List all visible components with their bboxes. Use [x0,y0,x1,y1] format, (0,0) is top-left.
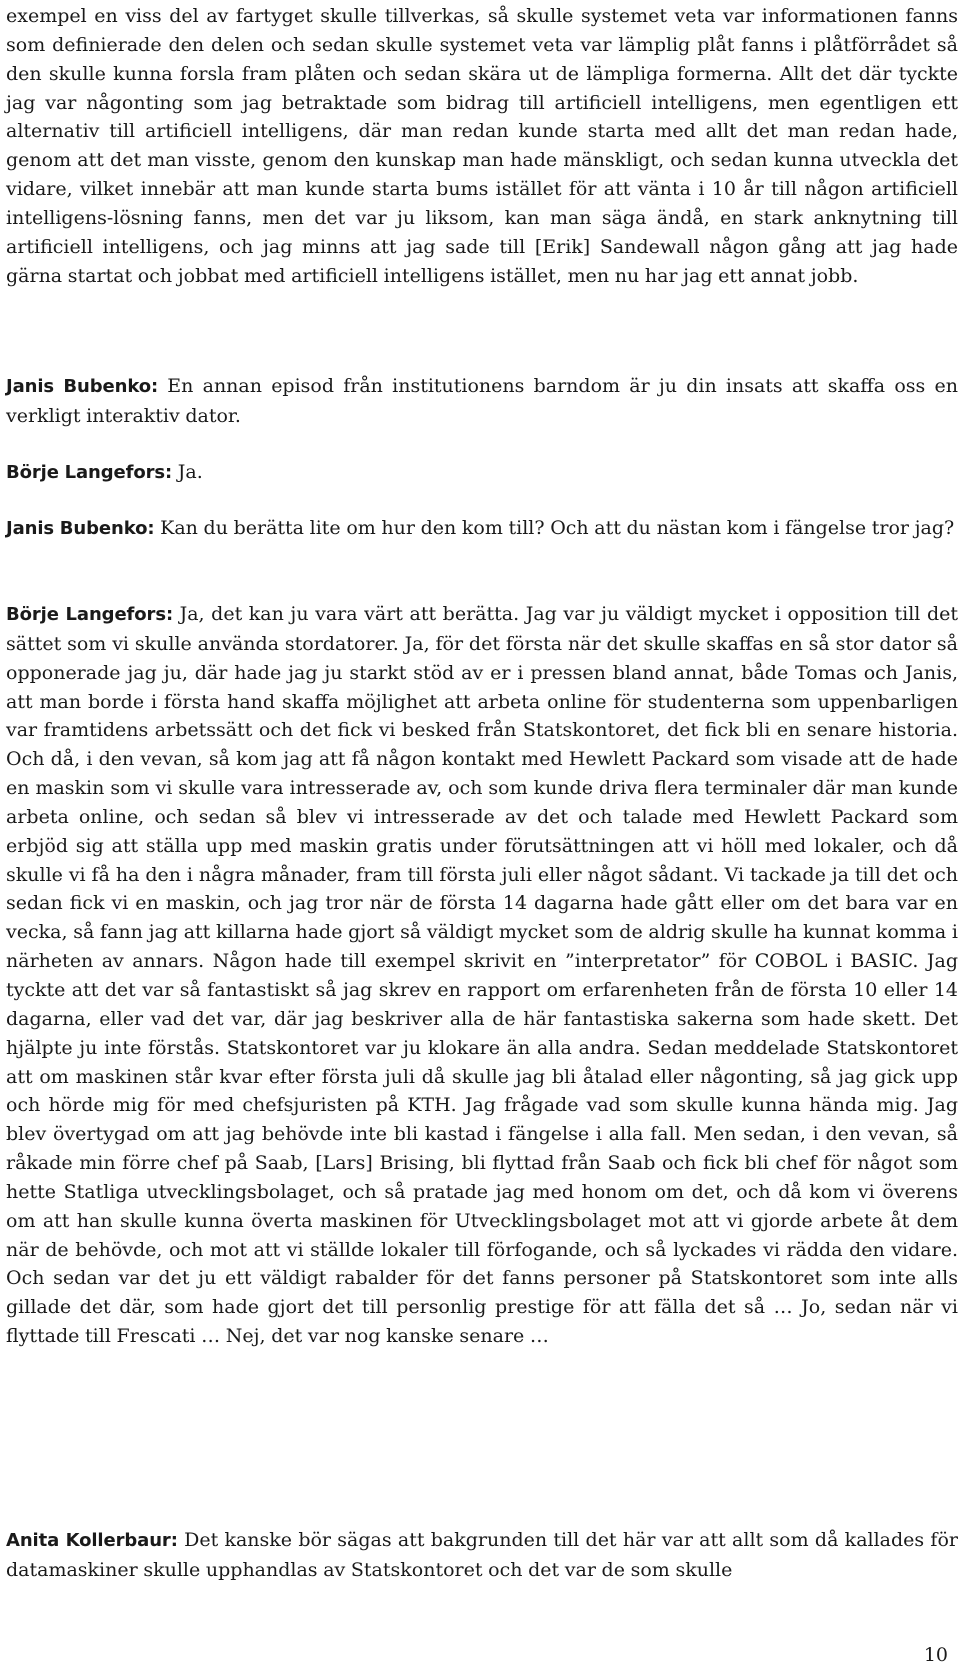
dialogue-paragraph [6,372,958,431]
dialogue-text: Ja, det kan ju vara värt att berätta. Jag var ju väldigt mycket i opposition till det sättet som vi skulle använda stordatorer. Ja, för det första när det skulle skaffas en så stor dator så opponerade jag ju, där hade jag ju starkt stöd av er i pressen bland annat, både Tomas och Janis, att man borde i första hand skaffa möjlighet att arbeta online för studenterna som uppenbarligen var framtidens arbetssätt och det fick vi besked från Statskontoret, det fick bli en senare historia. Och då, i den vevan, så kom jag att få någon kontakt med Hewlett Packard som visade att de hade en maskin som vi skulle vara intresserade av, och som kunde driva flera terminaler där man kunde arbeta online, och sedan så blev vi intresserade av det och talade med Hewlett Packard som erbjöd sig att ställa upp med maskin gratis under förutsättningen att vi höll med lokaler, och då skulle vi få ha den i några månader, fram till första juli eller något sådant. Vi tackade ja till det och sedan fick vi en maskin, och jag tror när de första 14 dagarna hade gått eller om det bara var en vecka, så fann jag att killarna hade gjort så väldigt mycket som de aldrig skulle ha kunnat komma i närheten av annars. Någon hade till exempel skrivit en ”interpretator” för COBOL i BASIC. Jag tyckte att det var så fantastiskt så jag skrev en rapport om erfarenheten från de första 10 eller 14 dagarna, eller vad det var, där jag beskriver alla de här fantastiska sakerna som hade skett. Det hjälpte ju inte förstås. Statskontoret var ju klokare än alla andra. Sedan meddelade Statskontoret att om maskinen står kvar efter första juli då skulle jag bli åtalad eller någonting, så jag gick upp och hörde mig för med chefsjuristen på KTH. Jag frågade vad som skulle kunna hända mig. Jag blev övertygad om att jag behövde inte bli kastad i fängelse i alla fall. Men sedan, i den vevan, så råkade min förre chef på Saab, [Lars] Brising, bli flyttad från Saab och fick bli chef för något som hette Statliga utvecklingsbolaget, och så pratade jag med honom om det, och då kom vi överens om att han skulle kunna överta maskinen för Utvecklingsbolaget mot att vi gjorde arbete åt dem när de behövde, och mot att vi ställde lokaler till förfogande, och så lyckades vi rädda den vidare. Och sedan var det ju ett väldigt rabalder för det fanns personer på Statskontoret som inte alls gillade det där, som hade gjort det till personlig prestige för att fälla det så … Jo, sedan när vi flyttade till Frescati … Nej, det var nog kanske senare … [6,603,958,1348]
dialogue-text: Det kanske bör sägas att bakgrunden till det här var att allt som då kallades för datamaskiner skulle upphandlas av Statskontoret och det var de som skulle [6,1529,958,1581]
body-paragraph [6,2,958,290]
speaker-name: Börje Langefors: [6,462,173,483]
speaker-name: Janis Bubenko: [6,518,155,539]
paragraph-text: exempel en viss del av fartyget skulle tillverkas, så skulle systemet veta var informationen fanns som definierade den delen och sedan skulle systemet veta var lämplig plåt fanns i plåtförrådet så den skulle kunna forsla fram plåten och sedan skära ut de lämpliga formerna. Allt det där tyckte jag var någonting som jag betraktade som bidrag till artificiell intelligens, men egentligen ett alternativ till artificiell intelligens, där man redan kunde starta med allt det man redan hade, genom att det man visste, genom den kunskap man hade mänskligt, och sedan kunna utveckla det vidare, vilket innebär att man kunde starta bums istället för att vänta i 10 år till någon artificiell intelligens-lösning fanns, men det var ju liksom, kan man säga ändå, en stark anknytning till artificiell intelligens, och jag minns att jag sade till [Erik] Sandewall någon gång att jag hade gärna startat och jobbat med artificiell intelligens istället, men nu har jag ett annat jobb. [6,5,958,287]
speaker-name: Janis Bubenko: [6,376,159,397]
speaker-name: Anita Kollerbaur: [6,1530,178,1551]
dialogue-text: En annan episod från institutionens barndom är ju din insats att skaffa oss en verkligt interaktiv dator. [6,375,958,427]
speaker-name: Börje Langefors: [6,604,174,625]
dialogue-paragraph [6,514,958,544]
dialogue-text: Ja. [172,461,203,483]
page-number: 10 [923,1644,948,1666]
dialogue-text: Kan du berätta lite om hur den kom till? Och att du nästan kom i fängelse tror jag? [154,517,955,539]
dialogue-paragraph [6,458,958,488]
dialogue-paragraph [6,600,958,1351]
dialogue-paragraph [6,1526,958,1585]
